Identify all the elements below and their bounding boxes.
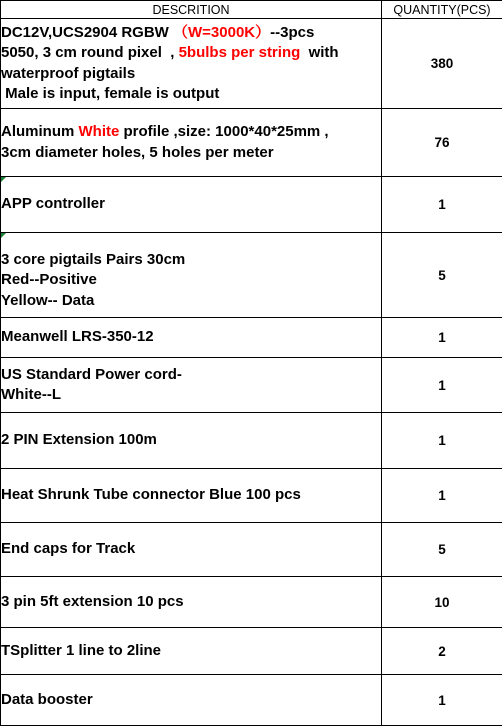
- description-clip: [1, 239, 381, 311]
- description-cell: [1, 19, 382, 109]
- description-text: DC12V,UCS2904 RGBW: [1, 24, 173, 41]
- description-text: Aluminum: [1, 123, 79, 140]
- description-text: Data booster: [1, 691, 93, 708]
- description-line: [1, 122, 381, 143]
- description-line: [1, 327, 381, 348]
- quantity-cell: 1: [382, 177, 502, 233]
- description-text: APP controller: [1, 195, 105, 212]
- description-text: End caps for Track: [1, 540, 135, 557]
- description-text: TSplitter 1 line to 2line: [1, 642, 161, 659]
- quantity-cell: 380: [382, 19, 502, 109]
- table-row: [1, 675, 502, 726]
- quantity-cell: 1: [382, 469, 502, 523]
- description-line: [1, 250, 381, 271]
- header-row: [1, 1, 502, 19]
- table-row: [1, 577, 502, 628]
- description-line: [1, 291, 381, 312]
- table-row: [1, 523, 502, 577]
- quantity-cell: 10: [382, 577, 502, 628]
- quantity-cell: 5: [382, 233, 502, 318]
- description-line: [1, 385, 381, 406]
- description-text: 3 pin 5ft extension 10 pcs: [1, 593, 184, 610]
- table-row: [1, 469, 502, 523]
- description-cell: [1, 469, 382, 523]
- table-row: [1, 318, 502, 358]
- description-cell: [1, 177, 382, 233]
- highlighted-text: 5bulbs per string: [179, 44, 301, 61]
- description-line: [1, 23, 381, 44]
- description-text: 5050, 3 cm round pixel ,: [1, 44, 179, 61]
- description-cell: [1, 233, 382, 318]
- description-text: profile ,size: 1000*40*25mm ,: [119, 123, 328, 140]
- description-line: [1, 64, 381, 85]
- description-text: Yellow-- Data: [1, 292, 94, 309]
- quantity-cell: 76: [382, 109, 502, 177]
- description-cell: [1, 628, 382, 675]
- quantity-cell: 2: [382, 628, 502, 675]
- description-text: with: [300, 44, 338, 61]
- description-cell: [1, 675, 382, 726]
- table-row: [1, 413, 502, 469]
- description-cell: [1, 318, 382, 358]
- description-cell: [1, 358, 382, 413]
- description-line: [1, 690, 381, 711]
- description-text: --3pcs: [270, 24, 314, 41]
- table-row: [1, 358, 502, 413]
- table-row: [1, 109, 502, 177]
- description-line: [1, 430, 381, 451]
- highlighted-text: White: [79, 123, 120, 140]
- description-line: [1, 365, 381, 386]
- description-text: waterproof pigtails: [1, 65, 135, 82]
- description-cell: [1, 577, 382, 628]
- description-text: Meanwell LRS-350-12: [1, 328, 154, 345]
- cell-comment-marker: [1, 177, 6, 182]
- description-text: Heat Shrunk Tube connector Blue 100 pcs: [1, 486, 301, 503]
- description-line: [1, 270, 381, 291]
- quantity-cell: 1: [382, 358, 502, 413]
- description-cell: [1, 109, 382, 177]
- table-row: [1, 19, 502, 109]
- description-line: [1, 194, 381, 215]
- quantity-cell: 1: [382, 675, 502, 726]
- description-text: White--L: [1, 386, 61, 403]
- description-line: [1, 592, 381, 613]
- description-line: [1, 641, 381, 662]
- description-text: 2 PIN Extension 100m: [1, 431, 157, 448]
- quantity-cell: 5: [382, 523, 502, 577]
- description-line: [1, 84, 381, 105]
- description-line: [1, 485, 381, 506]
- description-cell: [1, 413, 382, 469]
- description-line: [1, 143, 381, 164]
- description-text: Male is input, female is output: [1, 85, 219, 102]
- table-row: [1, 233, 502, 318]
- quantity-cell: 1: [382, 413, 502, 469]
- description-cell: [1, 523, 382, 577]
- description-line: [1, 539, 381, 560]
- description-text: 3 core pigtails Pairs 30cm: [1, 251, 185, 268]
- description-line: [1, 43, 381, 64]
- description-text: US Standard Power cord-: [1, 366, 182, 383]
- table-row: [1, 177, 502, 233]
- quantity-cell: 1: [382, 318, 502, 358]
- quantity-header: QUANTITY(PCS): [382, 1, 502, 19]
- description-text: 3cm diameter holes, 5 holes per meter: [1, 144, 274, 161]
- description-text: Red--Positive: [1, 271, 97, 288]
- highlighted-text: （W=3000K）: [173, 24, 270, 41]
- description-header: DESCRITION: [1, 1, 382, 19]
- cell-comment-marker: [1, 233, 6, 238]
- table-row: [1, 628, 502, 675]
